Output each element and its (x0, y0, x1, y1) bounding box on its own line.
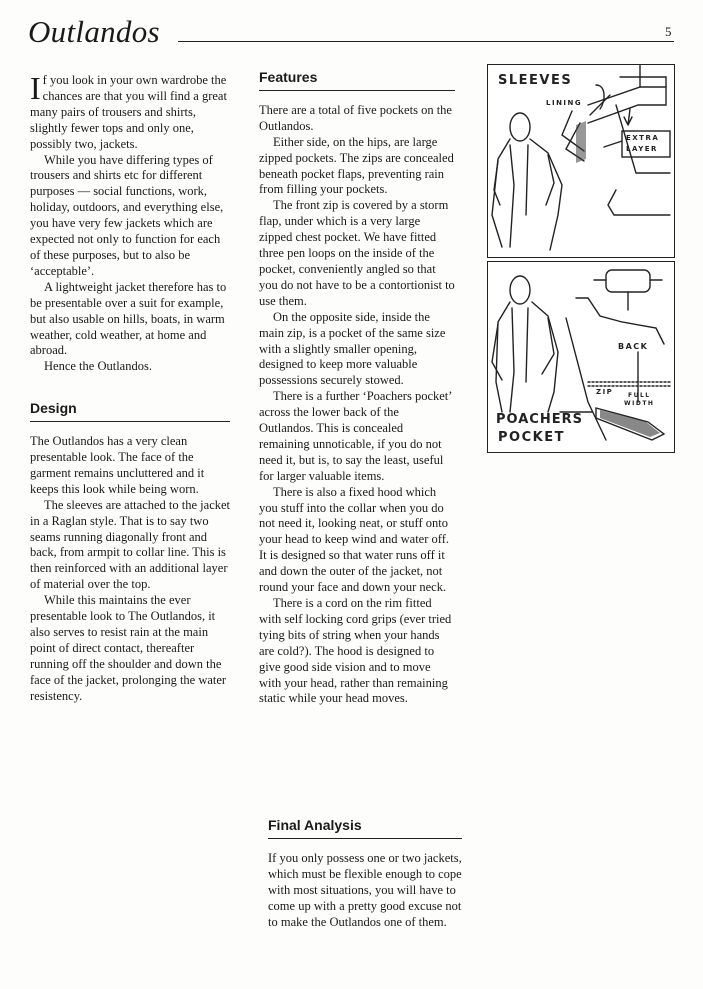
final-analysis-heading: Final Analysis (268, 817, 362, 833)
intro-paragraph-3: A lightweight jacket therefore has to be presentable over a suit for example, but also usable on hills, boats, in warm weather, cold weather, at home and abroad. (30, 279, 227, 358)
final-analysis-section (268, 818, 462, 930)
intro-column (30, 70, 231, 705)
features-heading-rule (259, 90, 455, 91)
page-number: 5 (665, 24, 672, 39)
poachers-pocket-diagram (487, 261, 675, 453)
design-heading-rule (30, 421, 230, 422)
design-paragraph-2: The sleeves are attached to the jacket in a Raglan style. That is to say two seams running diagonally front and back, from armpit to collar line. This is then reinforced with an additional layer of material over the top. (30, 497, 231, 592)
back-label: BACK (618, 342, 649, 351)
intro-paragraph-4: Hence the Outlandos. (44, 359, 152, 374)
page-title: Outlandos (28, 14, 160, 49)
features-column (259, 70, 455, 707)
sleeves-sketch (488, 65, 674, 257)
final-analysis-heading-rule (268, 838, 462, 839)
design-paragraph-3: While this maintains the ever presentable look to The Outlandos, it also serves to resist rain at the main point of direct contact, thereafter running off the shoulder and down the face of the jacket, prolonging the water resistency. (30, 593, 227, 703)
features-paragraph-5: There is a further ‘Poachers pocket’ across the lower back of the Outlandos. This is concealed remaining unnoticable, if you do not need it, but is, to say the least, useful for larger valuable items. (259, 389, 452, 483)
features-paragraph-6: There is also a fixed hood which you stuff into the collar when you do not need it, looking neat, or stuff onto your head to keep wind and water off. It is designed so that water runs off it and down the outer of the jacket, not round your face and down your neck. (259, 484, 449, 595)
features-paragraph-2: Either side, on the hips, are large zipped pockets. The zips are concealed beneath pocket flaps, preventing rain from filling your pockets. (259, 134, 454, 197)
design-heading: Design (30, 400, 77, 417)
full-label: FULL (628, 392, 651, 399)
design-paragraph-1: The Outlandos has a very clean presentable look. The face of the garment remains uncluttered and it keeps this look while being worn. (30, 434, 205, 496)
poachers-label: POACHERS (496, 412, 583, 427)
sleeves-label: SLEEVES (498, 73, 573, 88)
sleeves-diagram (487, 64, 675, 258)
title-rule (178, 41, 674, 42)
features-paragraph-3: The front zip is covered by a storm flap, under which is a very large zipped chest pocket. We have fitted three pen loops on the inside of the pocket, conveniently angled so that you do not have to be a contortionist to use them. (259, 198, 455, 308)
layer-label: LAYER (626, 145, 658, 153)
zip-label: ZIP (596, 388, 614, 396)
pocket-label: POCKET (498, 430, 565, 445)
intro-paragraph-2: While you have differing types of trousers and shirts etc for different purposes — social functions, work, holiday, outdoors, and everything else, you have very few jackets which are expected not only to function for each of these purposes, but to also be ‘acceptable’. (30, 152, 224, 278)
drop-cap: I (30, 70, 41, 106)
lining-label: LINING (546, 99, 583, 107)
features-paragraph-7: There is a cord on the rim fitted with self locking cord grips (ever tried tying bits of string when your hands are cold?). The hood is designed to give good side vision and to move with your head, rather than remaining static while your head moves. (259, 596, 452, 706)
features-paragraph-4: On the opposite side, inside the main zip, is a pocket of the same size with a slightly smaller opening, designed to keep more valuable possessions securely stowed. (259, 309, 446, 388)
features-heading: Features (259, 69, 318, 85)
width-label: WIDTH (624, 400, 655, 407)
extra-label: EXTRA (626, 134, 660, 142)
final-analysis-paragraph: If you only possess one or two jackets, which must be flexible enough to cope with most situations, you will have to come up with a pretty good excuse not to make the Outlandos one of them. (268, 850, 462, 929)
intro-paragraph-1: f you look in your own wardrobe the chances are that you will find a great many pairs of trousers and shirts, slightly fewer tops and only one, possibly two, jackets. (30, 73, 227, 151)
features-paragraph-1: There are a total of five pockets on the Outlandos. (259, 102, 452, 133)
